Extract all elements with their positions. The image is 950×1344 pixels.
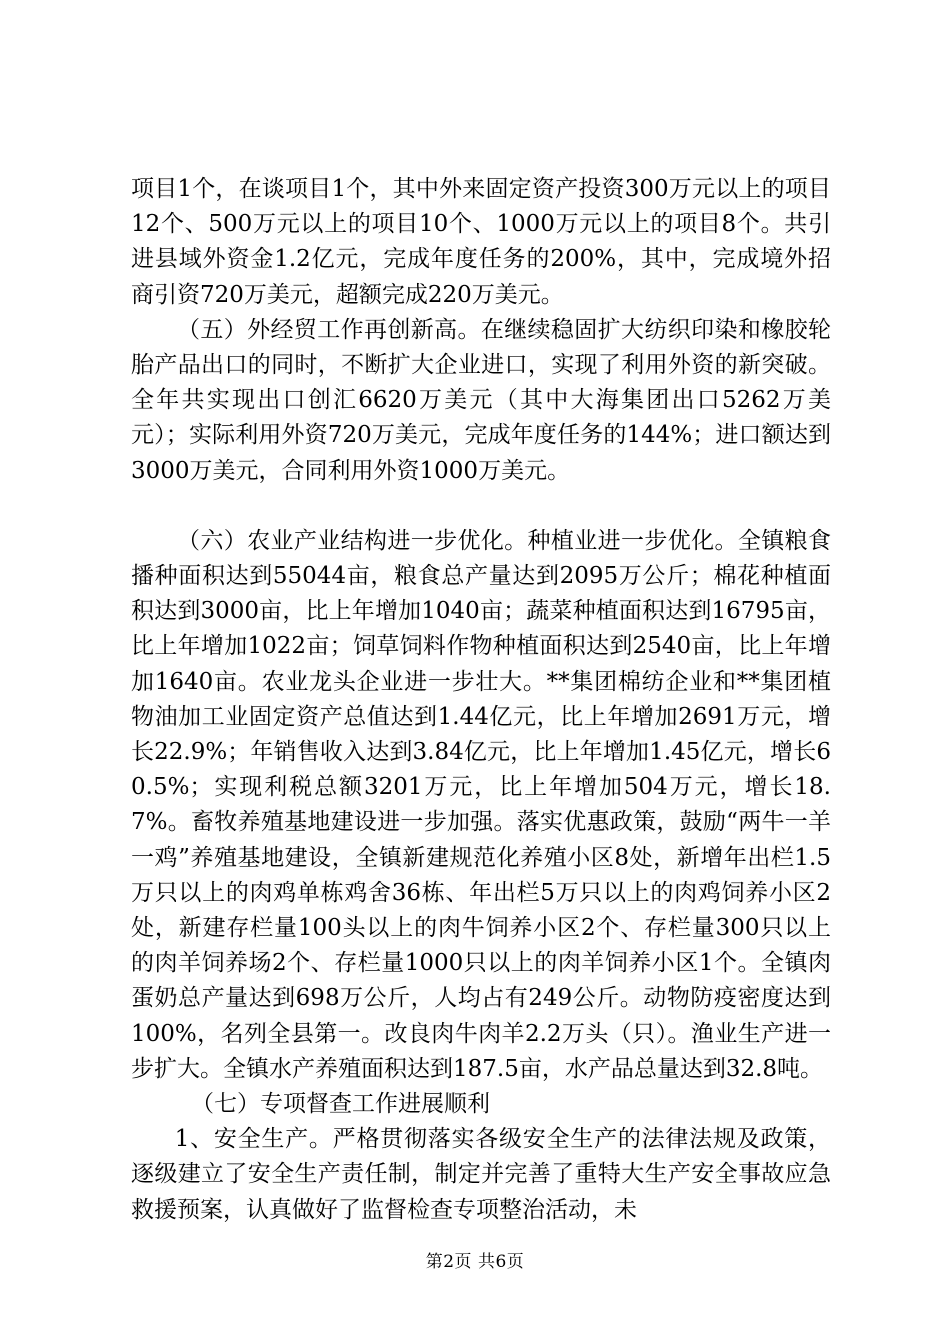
paragraph-investment-continued: 项目1个，在谈项目1个，其中外来固定资产投资300万元以上的项目12个、500万元以上的项目10个、1000万元以上的项目8个。共引进县域外资金1.2亿元，完成年度任务的200%，其中，完成境外招商引资720万美元，超额完成220万美元。	[131, 176, 831, 308]
paragraph-safety-production: 1、安全生产。严格贯彻落实各级安全生产的法律法规及政策，逐级建立了安全生产责任制，制定并完善了重特大生产安全事故应急救援预案，认真做好了监督检查专项整治活动，未	[131, 1126, 831, 1223]
paragraph-foreign-trade: （五）外经贸工作再创新高。在继续稳固扩大纺织印染和橡胶轮胎产品出口的同时，不断扩大企业进口，实现了利用外资的新突破。全年共实现出口创汇6620万美元（其中大海集团出口5262万美元）；实际利用外资720万美元，完成年度任务的144%；进口额达到3000万美元，合同利用外资1000万美元。	[131, 316, 831, 484]
section-heading-special-inspection: （七）专项督查工作进展顺利	[191, 1091, 490, 1118]
paragraph-agriculture: （六）农业产业结构进一步优化。种植业进一步优化。全镇粮食播种面积达到55044亩，粮食总产量达到2095万公斤；棉花种植面积达到3000亩，比上年增加1040亩；蔬菜种植面积达到16795亩，比上年增加1022亩；饲草饲料作物种植面积达到2540亩，比上年增加1640亩。农业龙头企业进一步壮大。**集团棉纺企业和**集团植物油加工业固定资产总值达到1.44亿元，比上年增加2691万元，增长22.9%；年销售收入达到3.84亿元，比上年增加1.45亿元，增长60.5%；实现利税总额3201万元，比上年增加504万元，增长18.7%。畜牧养殖基地建设进一步加强。落实优惠政策，鼓励“两牛一羊一鸡”养殖基地建设，全镇新建规范化养殖小区8处，新增年出栏1.5万只以上的肉鸡单栋鸡舍36栋、年出栏5万只以上的肉鸡饲养小区2处，新建存栏量100头以上的肉牛饲养小区2个、存栏量300只以上的肉羊饲养场2个、存栏量1000只以上的肉羊饲养小区1个。全镇肉蛋奶总产量达到698万公斤，人均占有249公斤。动物防疫密度达到100%，名列全县第一。改良肉牛肉羊2.2万头（只）。渔业生产进一步扩大。全镇水产养殖面积达到187.5亩，水产品总量达到32.8吨。	[131, 527, 831, 1082]
body-text	[131, 172, 831, 1228]
page-number-footer: 第2页 共6页	[425, 1252, 525, 1272]
